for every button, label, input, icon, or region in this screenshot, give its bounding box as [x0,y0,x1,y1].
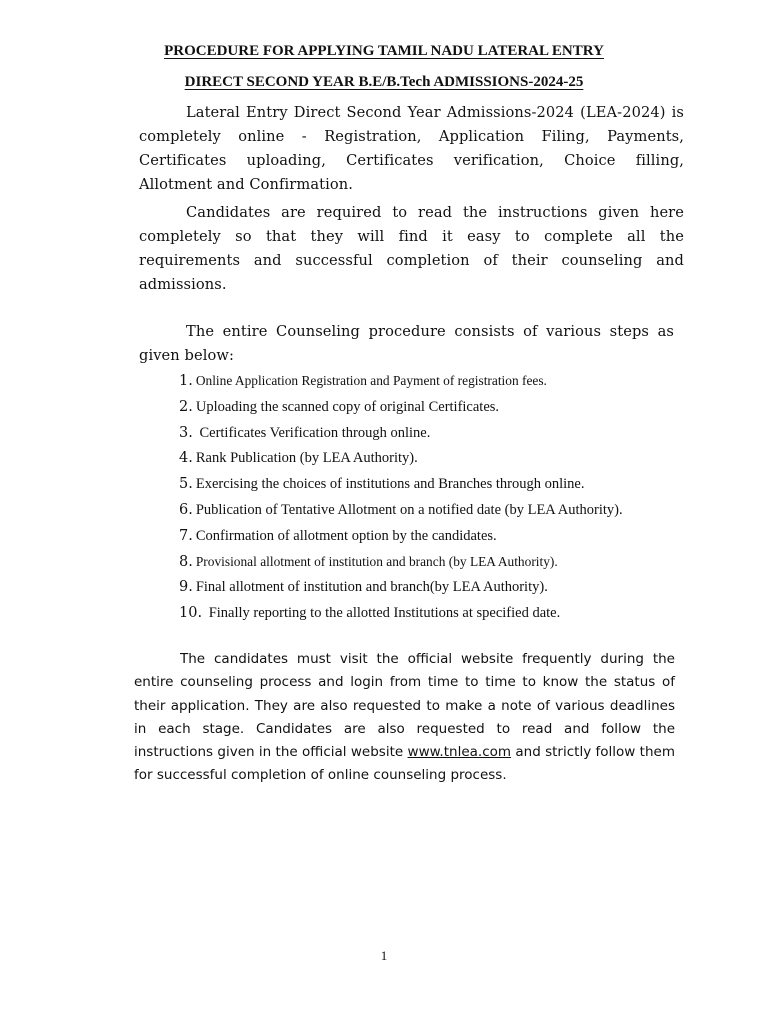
website-link[interactable]: www.tnlea.com [407,744,512,761]
list-item [179,522,699,548]
title-line-1: PROCEDURE FOR APPLYING TAMIL NADU LATERAL ENTRY [164,43,604,59]
list-item [179,599,699,625]
list-item [179,393,699,419]
list-item [179,573,699,599]
list-item [179,419,699,445]
step-number: 7. [179,527,193,544]
steps-list [179,367,699,625]
step-text: Uploading the scanned copy of original Certificates. [195,398,500,415]
step-number: 1. [179,373,193,389]
step-number: 4. [179,450,193,467]
step-number: 8. [179,553,193,570]
step-number: 5. [179,476,193,493]
step-text: Provisional allotment of institution and branch (by LEA Authority). [195,553,558,569]
instructions-paragraph: Candidates are required to read the instructions given here completely so that they will find it easy to complete all the requirements and successful completion of their counseling and admissions. [139,204,684,293]
step-text: Certificates Verification through online. [195,424,431,441]
list-item [179,496,699,522]
list-item [179,548,699,574]
step-text: Final allotment of institution and branch(by LEA Authority). [195,579,548,596]
step-text: Publication of Tentative Allotment on a notified date (by LEA Authority). [195,501,623,518]
step-text: Finally reporting to the allotted Institutions at specified date. [205,605,561,622]
list-item [179,470,699,496]
step-text: Online Application Registration and Payment of registration fees. [195,373,547,388]
step-text: Rank Publication (by LEA Authority). [195,450,418,467]
step-number: 6. [179,501,193,518]
steps-intro-paragraph: The entire Counseling procedure consists of various steps as given below: [139,323,674,364]
closing-paragraph [134,648,675,788]
intro-paragraph: Lateral Entry Direct Second Year Admissions-2024 (LEA-2024) is completely online - Registration, Application Filing, Payments, Certificates uploading, Certificates verification, Choice filling, Allotment and Confirmation. [139,104,684,193]
step-number: 2. [179,398,193,415]
closing-text-after-link: and strictly follow them for successful completion of online counseling process. [134,744,675,784]
step-number: 3. [179,424,193,441]
closing-text-before-link: The candidates must visit the official website frequently during the entire counseling process and login from time to time to know the status of their application. They are also requested to make a note of various deadlines in each stage. Candidates are also requested to read and follow the instructions given in the official website [134,651,675,761]
step-number: 10. [179,605,203,622]
list-item [179,367,699,393]
title-line-2: DIRECT SECOND YEAR B.E/B.Tech ADMISSIONS-2024-25 [184,74,584,90]
step-number: 9. [179,579,193,596]
step-text: Confirmation of allotment option by the candidates. [195,527,497,544]
step-text: Exercising the choices of institutions and Branches through online. [195,476,585,493]
list-item [179,444,699,470]
page-number: 1 [380,948,388,963]
